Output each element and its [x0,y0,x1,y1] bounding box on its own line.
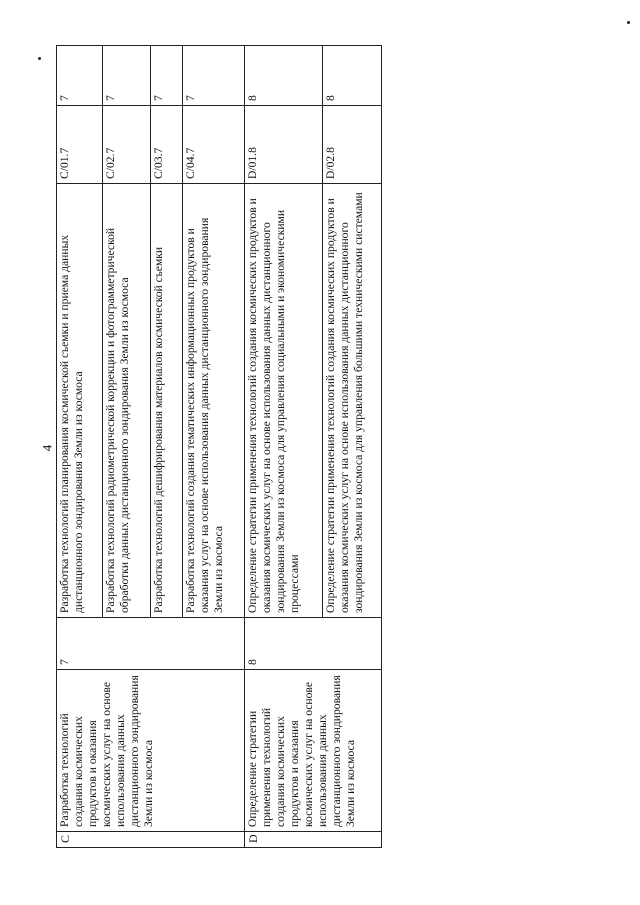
function-code: D/02.8 [323,106,382,184]
group-code: C [57,832,245,848]
page-number: 4 [39,444,55,452]
function-name: Разработка технологий создания тематических информационных продуктов и оказания услуг на основе использования данных дистанционного зондирования Земли из космоса [183,184,245,618]
functions-table [56,45,382,848]
table-row [245,46,323,848]
function-code: C/01.7 [57,106,103,184]
function-level: 7 [183,46,245,106]
group-level: 8 [245,618,382,670]
rotated-table-wrapper [56,46,381,848]
function-level: 7 [151,46,183,106]
scan-speck [38,57,41,60]
function-level: 7 [103,46,151,106]
function-name: Разработка технологий планирования космической съемки и приема данных дистанционного зондирования Земли из космоса [57,184,103,618]
group-name: Разработка технологий создания космических продуктов и оказания космических услуг на основе использования данных дистанционного зондирования Земли из космоса [57,670,245,832]
group-code: D [245,832,382,848]
group-name: Определение стратегии применения технологий создания космических продуктов и оказания космических услуг на основе использования данных дистанционного зондирования Земли из космоса [245,670,382,832]
function-code: D/01.8 [245,106,323,184]
function-name: Разработка технологий дешифрирования материалов космической съемки [151,184,183,618]
function-code: C/02.7 [103,106,151,184]
function-name: Разработка технологий радиометрической коррекции и фотограмметрической обработки данных дистанционного зондирования Земли из космоса [103,184,151,618]
function-name: Определение стратегии применения технологий создания космических продуктов и оказания космических услуг на основе использования данных дистанционного зондирования Земли из космоса для управления социальными и экономическими процессами [245,184,323,618]
table-row [57,46,103,848]
function-level: 7 [57,46,103,106]
function-level: 8 [245,46,323,106]
scan-speck [627,21,630,24]
group-level: 7 [57,618,245,670]
function-code: C/03.7 [151,106,183,184]
function-code: C/04.7 [183,106,245,184]
function-name: Определение стратегии применения технологий создания космических продуктов и оказания космических услуг на основе использования данных дистанционного зондирования Земли из космоса для управления большими техническими системами [323,184,382,618]
function-level: 8 [323,46,382,106]
